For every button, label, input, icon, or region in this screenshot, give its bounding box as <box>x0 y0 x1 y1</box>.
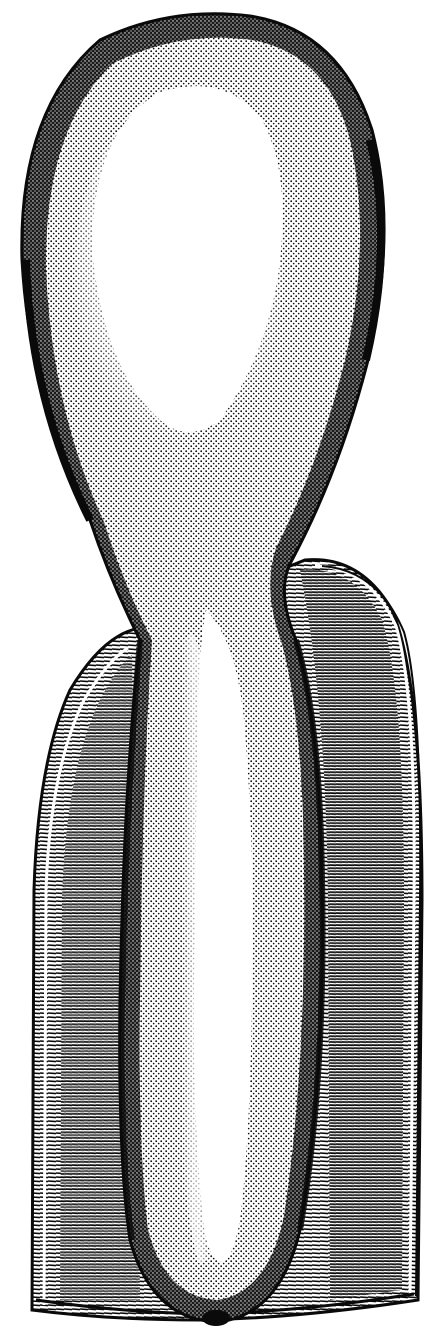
blade-tip <box>202 1310 230 1326</box>
